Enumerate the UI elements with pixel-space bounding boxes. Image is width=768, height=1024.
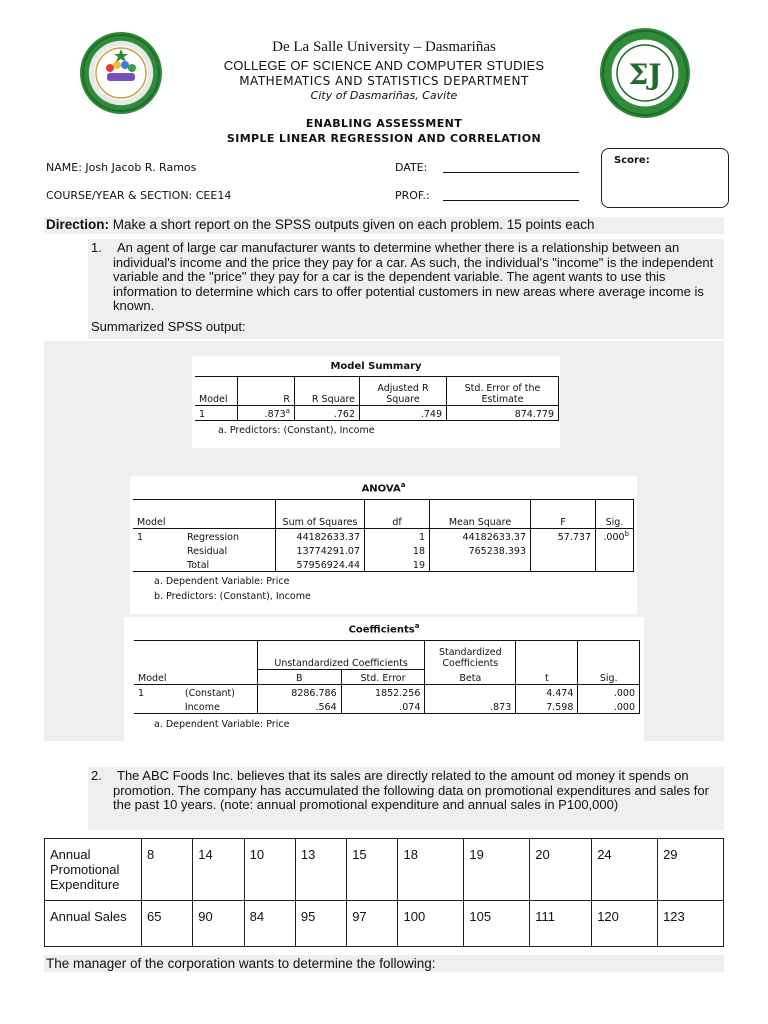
anova-r0-model: 1 [137, 532, 144, 544]
sales-row-label: Annual Sales [45, 901, 142, 947]
coef-h-label [181, 669, 258, 684]
promo-value-8: 24 [592, 839, 658, 901]
promo-value-1: 14 [193, 839, 244, 901]
promo-value-2: 10 [244, 839, 295, 901]
problem2-number: 2. [91, 768, 102, 783]
coef-r1-sig: .000 [578, 699, 640, 714]
problem2-text: The ABC Foods Inc. believes that its sales are directly related to the amount od money it spends on promotion. The company has accumulated the following data on promotional expenditures and sales for the past 10 years. (note: annual promotional expenditure and annual sales in P100,000) [113, 768, 709, 812]
coef-h-sig: Sig. [578, 669, 640, 684]
anova-title [130, 481, 637, 494]
anova-h-df: df [365, 500, 430, 529]
coef-r0-beta [425, 684, 516, 699]
sales-value-3: 95 [295, 901, 346, 947]
coef-h-std: Standardized Coefficients [425, 641, 516, 670]
table-row [133, 529, 634, 544]
table-row [133, 557, 634, 572]
anova-r0-ms: 44182633.37 [430, 529, 531, 544]
ms-h-r: R [238, 377, 295, 406]
anova-r1-df: 18 [365, 543, 430, 557]
score-box[interactable] [601, 148, 729, 208]
direction [46, 218, 595, 233]
coef-r0-model: 1 [138, 687, 145, 699]
anova-r2-f [531, 557, 596, 572]
coef-title-text: Coefficients [348, 624, 415, 636]
direction-text: Make a short report on the SPSS outputs given on each problem. 15 points each [109, 217, 595, 232]
model-summary-panel [192, 356, 560, 448]
ms-note: a. Predictors: (Constant), Income [218, 425, 375, 436]
table-row [134, 684, 640, 699]
coef-r1-t: 7.598 [516, 699, 578, 714]
anova-r1-ms: 765238.393 [430, 543, 531, 557]
summary-label: Summarized SPSS output: [91, 319, 246, 334]
anova-h-ss: Sum of Squares [276, 500, 365, 529]
closing-text: The manager of the corporation wants to determine the following: [46, 956, 436, 971]
department-name: MATHEMATICS AND STATISTICS DEPARTMENT [239, 74, 529, 88]
coef-h-blank4 [578, 641, 640, 670]
sales-value-8: 120 [592, 901, 658, 947]
coef-title-sup: a [414, 622, 420, 630]
ms-r-value: .873 [264, 409, 286, 420]
model-summary-table [195, 376, 559, 421]
student-name: NAME: Josh Jacob R. Ramos [46, 161, 197, 174]
coef-h-b: B [257, 669, 341, 684]
ms-h-adjr: Adjusted R Square [360, 377, 447, 406]
problem1-number: 1. [91, 240, 102, 255]
coef-r0-t: 4.474 [516, 684, 578, 699]
anova-r0-sig-sup: b [624, 530, 629, 539]
ms-adjr: .749 [360, 406, 447, 421]
anova-r2-model [133, 557, 183, 572]
anova-h-blank [183, 500, 276, 529]
anova-r2-ms [430, 557, 531, 572]
table-row [134, 699, 640, 714]
anova-r1-label: Residual [187, 546, 228, 558]
coef-h-blank1 [134, 641, 181, 670]
anova-panel [130, 476, 637, 614]
ms-stderr: 874.779 [447, 406, 559, 421]
sales-value-0: 65 [142, 901, 193, 947]
college-name: COLLEGE OF SCIENCE AND COMPUTER STUDIES [223, 58, 545, 73]
anova-r2-ss: 57956924.44 [276, 557, 365, 572]
table-row [45, 901, 724, 947]
date-field-line[interactable] [443, 172, 579, 173]
coef-h-model: Model [134, 669, 181, 684]
score-label: Score: [614, 155, 650, 166]
anova-r2-df: 19 [365, 557, 430, 572]
anova-h-model: Model [133, 500, 183, 529]
anova-title-sup: a [400, 481, 406, 489]
anova-h-f: F [531, 500, 596, 529]
prof-field-line[interactable] [443, 200, 579, 201]
coef-h-blank3 [516, 641, 578, 670]
coefficients-table [134, 640, 640, 714]
sales-value-9: 123 [658, 901, 724, 947]
topic-title: SIMPLE LINEAR REGRESSION AND CORRELATION [226, 132, 542, 145]
direction-label: Direction: [46, 217, 110, 232]
date-label: DATE: [395, 161, 428, 174]
anova-r0-sig [596, 529, 634, 544]
coef-r1-se: .074 [341, 699, 425, 714]
table-row [45, 839, 724, 901]
anova-r1-sig [596, 543, 634, 557]
coef-r0-b: 8286.786 [257, 684, 341, 699]
coef-r0-label: (Constant) [184, 687, 235, 699]
promo-value-9: 29 [658, 839, 724, 901]
promo-value-5: 18 [398, 839, 464, 901]
promo-value-3: 13 [295, 839, 346, 901]
anova-note-a: a. Dependent Variable: Price [154, 576, 290, 588]
city-name: City of Dasmariñas, Cavite [310, 89, 458, 102]
coef-h-blank2 [181, 641, 258, 670]
anova-r0-f: 57.737 [531, 529, 596, 544]
sales-value-7: 111 [530, 901, 592, 947]
coef-r0-se: 1852.256 [341, 684, 425, 699]
course-section: COURSE/YEAR & SECTION: CEE14 [46, 189, 232, 202]
anova-r1-ss: 13774291.07 [276, 543, 365, 557]
promo-value-4: 15 [347, 839, 398, 901]
assessment-title: ENABLING ASSESSMENT [305, 117, 463, 130]
coef-note: a. Dependent Variable: Price [154, 718, 290, 730]
ms-model: 1 [195, 406, 238, 421]
coef-h-beta: Beta [425, 669, 516, 684]
promo-row-label: Annual Promotional Expenditure [45, 839, 142, 901]
university-name: De La Salle University – Dasmariñas [272, 39, 496, 55]
anova-title-text: ANOVA [361, 483, 401, 495]
coef-r0-sig: .000 [578, 684, 640, 699]
sales-value-5: 100 [398, 901, 464, 947]
ms-r [238, 406, 295, 421]
coefficients-panel [124, 617, 644, 741]
sales-value-2: 84 [244, 901, 295, 947]
coef-h-unstd: Unstandardized Coefficients [257, 641, 425, 670]
ms-h-rsquare: R Square [295, 377, 360, 406]
sales-value-4: 97 [347, 901, 398, 947]
anova-table [133, 499, 634, 572]
table-row [133, 543, 634, 557]
promo-value-0: 8 [142, 839, 193, 901]
coef-h-se: Std. Error [341, 669, 425, 684]
anova-r1-model [133, 543, 183, 557]
model-summary-title: Model Summary [330, 361, 422, 372]
coef-r1-label: Income [181, 699, 258, 714]
ms-h-model: Model [195, 377, 238, 406]
sales-value-1: 90 [193, 901, 244, 947]
anova-r0-sig-value: .000 [603, 532, 625, 544]
anova-note-b: b. Predictors: (Constant), Income [154, 591, 311, 603]
anova-r0-df: 1 [365, 529, 430, 544]
promo-value-7: 20 [530, 839, 592, 901]
coefficients-title [124, 622, 644, 635]
coef-h-t: t [516, 669, 578, 684]
coef-r1-model [134, 699, 181, 714]
anova-r0-ss: 44182633.37 [276, 529, 365, 544]
seal-sigma-glyph: ΣЈ [628, 58, 662, 91]
coef-r1-beta: .873 [425, 699, 516, 714]
ms-rsquare: .762 [295, 406, 360, 421]
promo-value-6: 19 [464, 839, 530, 901]
anova-h-ms: Mean Square [430, 500, 531, 529]
anova-r2-sig [596, 557, 634, 572]
ms-h-stderr: Std. Error of the Estimate [447, 377, 559, 406]
promo-sales-table [44, 838, 724, 947]
ms-r-sup: a [285, 406, 290, 415]
problem1-text: An agent of large car manufacturer wants to determine whether there is a relationship between an individual's income and the price they pay for a car. As such, the individual's "income" is the independent variable and the "price" they pay for a car is the dependent variable. The agent wants to use this information to determine which cars to offer potential customers in new areas where average income is known. [113, 240, 714, 313]
anova-r0-label: Regression [187, 532, 239, 544]
anova-r1-f [531, 543, 596, 557]
prof-label: PROF.: [395, 189, 430, 202]
anova-r2-label: Total [183, 557, 276, 572]
sales-value-6: 105 [464, 901, 530, 947]
coef-r1-b: .564 [257, 699, 341, 714]
anova-h-sig: Sig. [596, 500, 634, 529]
